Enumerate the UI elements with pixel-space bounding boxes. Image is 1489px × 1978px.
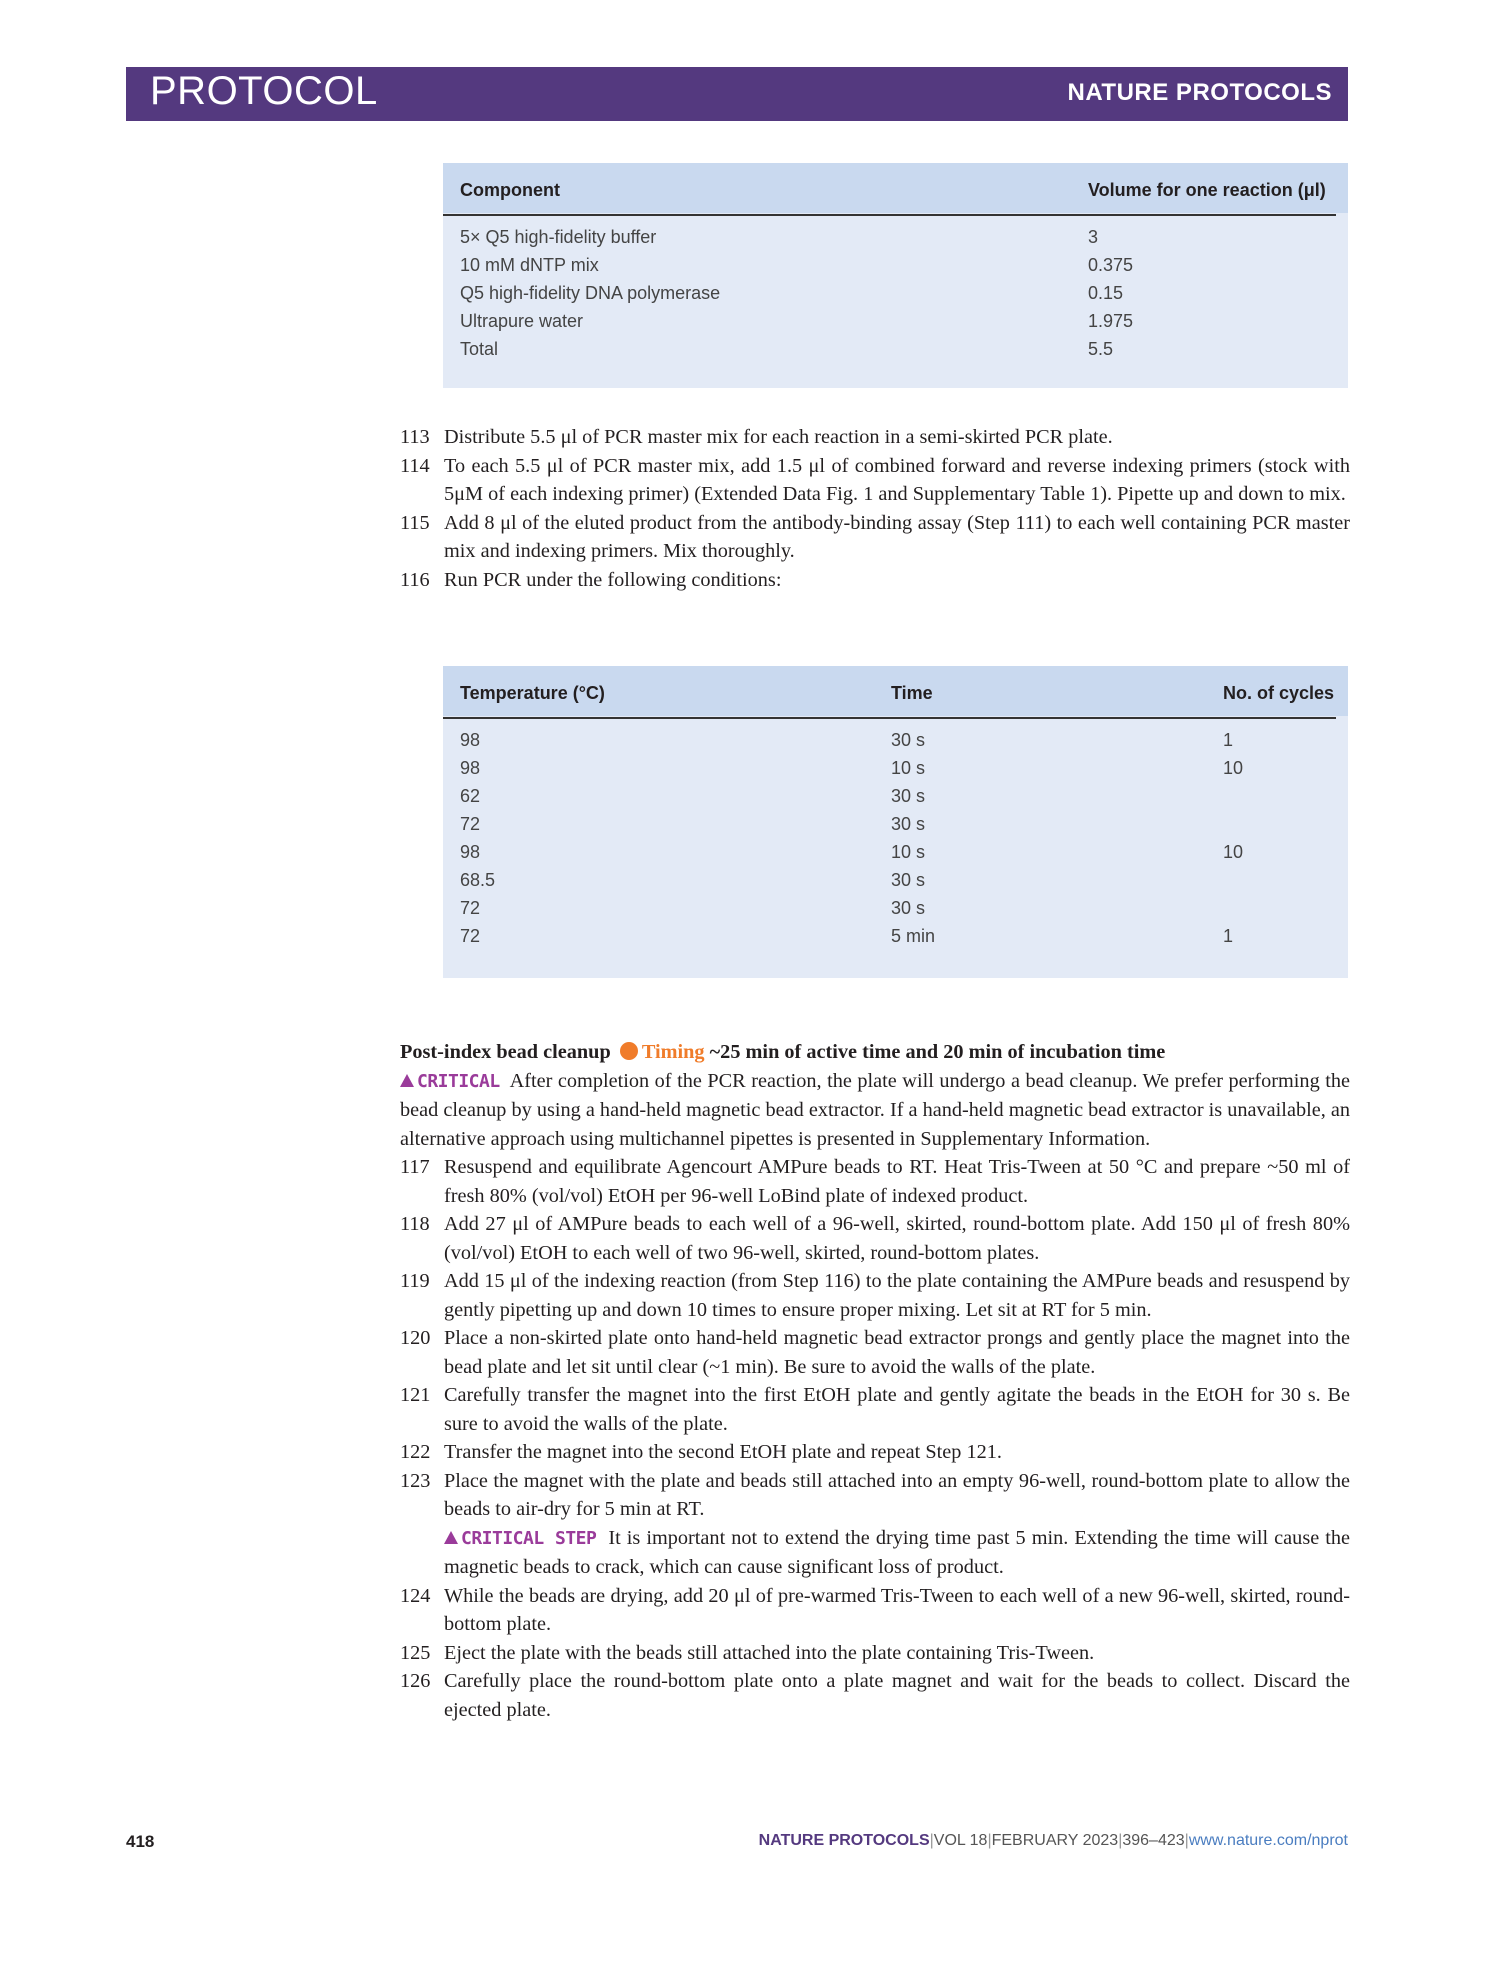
list-item [400,1582,1350,1639]
step-number: 116 [400,568,430,591]
footer-separator: | [929,1832,934,1849]
step-text: Add 27 μl of AMPure beads to each well of a 96-well, skirted, round-bottom plate. Add 150 μl of fresh 80% (vol/vol) EtOH to each well of two 96-well, skirted, round-bottom plates. [444,1213,1350,1264]
footer-pages: 396–423 [1122,1832,1185,1849]
cell-volume: 0.375 [1088,255,1134,275]
step-text: Carefully transfer the magnet into the first EtOH plate and gently agitate the beads in the EtOH for 30 s. Be sure to avoid the walls of the plate. [444,1384,1350,1435]
section-title: Post-index bead cleanup [400,1041,611,1063]
step-number: 126 [400,1670,431,1692]
step-number: 115 [400,511,430,534]
footer-volume: VOL 18 [933,1832,988,1849]
critical-step-label: CRITICAL STEP [461,1527,597,1549]
step-text: Distribute 5.5 μl of PCR master mix for each reaction in a semi-skirted PCR plate. [444,426,1113,448]
journal-name: NATURE PROTOCOLS [1067,79,1332,106]
cell-component: 5× Q5 high-fidelity buffer [460,227,657,247]
list-item [400,1210,1350,1267]
step-number: 124 [400,1584,431,1607]
list-item [400,452,1350,509]
master-mix-table [443,163,1348,388]
step-number: 114 [400,454,430,477]
cell-cycles: 1 [1223,730,1234,750]
step-text: Place a non-skirted plate onto hand-held magnetic bead extractor prongs and gently place the magnet into the bead plate and let sit until clear (~1 min). Be sure to avoid the walls of the plate. [444,1327,1350,1378]
cell-cycles: 10 [1223,842,1244,862]
list-item [400,566,1350,595]
cell-component: 10 mM dNTP mix [460,255,599,275]
step-number: 125 [400,1641,431,1664]
critical-triangle-icon [400,1074,414,1087]
cell-time: 30 s [891,814,926,834]
step-text: Add 8 μl of the eluted product from the antibody-binding assay (Step 111) to each well containing PCR master mix and indexing primers. Mix thoroughly. [444,511,1350,562]
list-item [400,1667,1350,1724]
pcr-conditions-table [443,666,1348,978]
step-number: 113 [400,426,430,448]
header-rule [443,717,1336,719]
step-text: Resuspend and equilibrate Agencourt AMPure beads to RT. Heat Tris-Tween at 50 °C and prepare ~50 ml of fresh 80% (vol/vol) EtOH per 96-well LoBind plate of indexed product. [444,1156,1350,1207]
list-item [400,1381,1350,1438]
footer-citation [759,1832,1348,1850]
footer-url-link[interactable]: www.nature.com/nprot [1188,1832,1348,1849]
cell-volume: 1.975 [1088,311,1134,331]
list-item [400,509,1350,566]
timing-dot-icon [620,1042,638,1060]
column-header-volume: Volume for one reaction (μl) [1088,180,1326,200]
cell-time: 30 s [891,786,926,806]
footer-separator: | [987,1832,992,1849]
step-number: 122 [400,1441,431,1463]
step-number: 121 [400,1384,431,1406]
cell-temperature: 72 [460,898,481,918]
footer-date: FEBRUARY 2023 [991,1832,1119,1849]
step-text: Carefully place the round-bottom plate onto a plate magnet and wait for the beads to collect. Discard the ejected plate. [444,1670,1350,1721]
cell-temperature: 98 [460,758,481,778]
cell-temperature: 98 [460,842,481,862]
cell-component: Q5 high-fidelity DNA polymerase [460,283,721,303]
column-header-time: Time [891,683,933,703]
step-number: 123 [400,1469,431,1492]
cell-cycles: 10 [1223,758,1244,778]
critical-text: After completion of the PCR reaction, the plate will undergo a bead cleanup. We prefer performing the bead cleanup by using a hand-held magnetic bead extractor. If a hand-held magnetic bead extractor is unavailable, an alternative approach using multichannel pipettes is presented in Supplementary Information. [400,1069,1350,1150]
cell-temperature: 72 [460,814,481,834]
cell-time: 30 s [891,898,926,918]
step-text: Transfer the magnet into the second EtOH plate and repeat Step 121. [444,1441,1002,1463]
cell-temperature: 62 [460,786,481,806]
critical-step-note [400,1524,1350,1582]
critical-label: CRITICAL [417,1070,500,1092]
page-number: 418 [126,1832,155,1851]
column-header-cycles: No. of cycles [1222,683,1334,703]
cell-volume: 0.15 [1088,283,1124,303]
timing-label: Timing [641,1041,705,1063]
list-item [400,1153,1350,1210]
footer-journal: NATURE PROTOCOLS [758,1832,930,1849]
step-number: 118 [400,1213,430,1235]
section-heading [400,1038,1350,1067]
list-item [400,423,1350,452]
step-text: Add 15 μl of the indexing reaction (from Step 116) to the plate containing the AMPure beads and resuspend by gently pipetting up and down 10 times to ensure proper mixing. Let sit at RT for 5 min. [444,1270,1350,1321]
list-item [400,1324,1350,1381]
cell-time: 30 s [891,730,926,750]
critical-note [400,1067,1350,1154]
cell-temperature: 72 [460,926,481,946]
list-item [400,1467,1350,1524]
section-post-index-bead-cleanup [400,1038,1350,1724]
cell-component: Ultrapure water [460,311,584,331]
header-rule [443,214,1336,216]
header-bar [126,67,1348,121]
step-text: To each 5.5 μl of PCR master mix, add 1.5 μl of combined forward and reverse indexing primers (stock with 5μM of each indexing primer) (Extended Data Fig. 1 and Supplementary Table 1). Pipette up and down to mix. [444,454,1350,505]
cell-temperature: 68.5 [460,870,496,890]
cell-time: 10 s [891,758,926,778]
cell-component: Total [460,339,499,359]
step-text: Eject the plate with the beads still attached into the plate containing Tris-Tween. [444,1641,1095,1664]
cell-cycles: 1 [1223,926,1234,946]
column-header-component: Component [460,180,560,200]
footer-separator: | [1184,1832,1189,1849]
list-item [400,1267,1350,1324]
step-text: While the beads are drying, add 20 μl of pre-warmed Tris-Tween to each well of a new 96-well, skirted, round-bottom plate. [444,1584,1350,1635]
column-header-temperature: Temperature (°C) [460,683,605,703]
step-text: Place the magnet with the plate and beads still attached into an empty 96-well, round-bottom plate to allow the beads to air-dry for 5 min at RT. [444,1469,1350,1520]
list-item [400,1438,1350,1467]
step-text: Run PCR under the following conditions: [444,568,782,591]
section-label: PROTOCOL [150,69,378,113]
cell-volume: 5.5 [1088,339,1114,359]
timing-text: ~25 min of active time and 20 min of incubation time [709,1041,1166,1063]
list-item [400,1639,1350,1668]
cell-time: 30 s [891,870,926,890]
cell-temperature: 98 [460,730,481,750]
cell-time: 5 min [891,926,936,946]
critical-step-text: It is important not to extend the drying time past 5 min. Extending the time will cause the magnetic beads to crack, which can cause significant loss of product. [444,1526,1351,1578]
cell-volume: 3 [1088,227,1099,247]
steps-113-116 [400,423,1350,594]
step-number: 119 [400,1270,430,1292]
footer-separator: | [1118,1832,1123,1849]
critical-triangle-icon [444,1531,458,1544]
cell-time: 10 s [891,842,926,862]
step-number: 120 [400,1327,431,1349]
step-number: 117 [400,1156,430,1178]
